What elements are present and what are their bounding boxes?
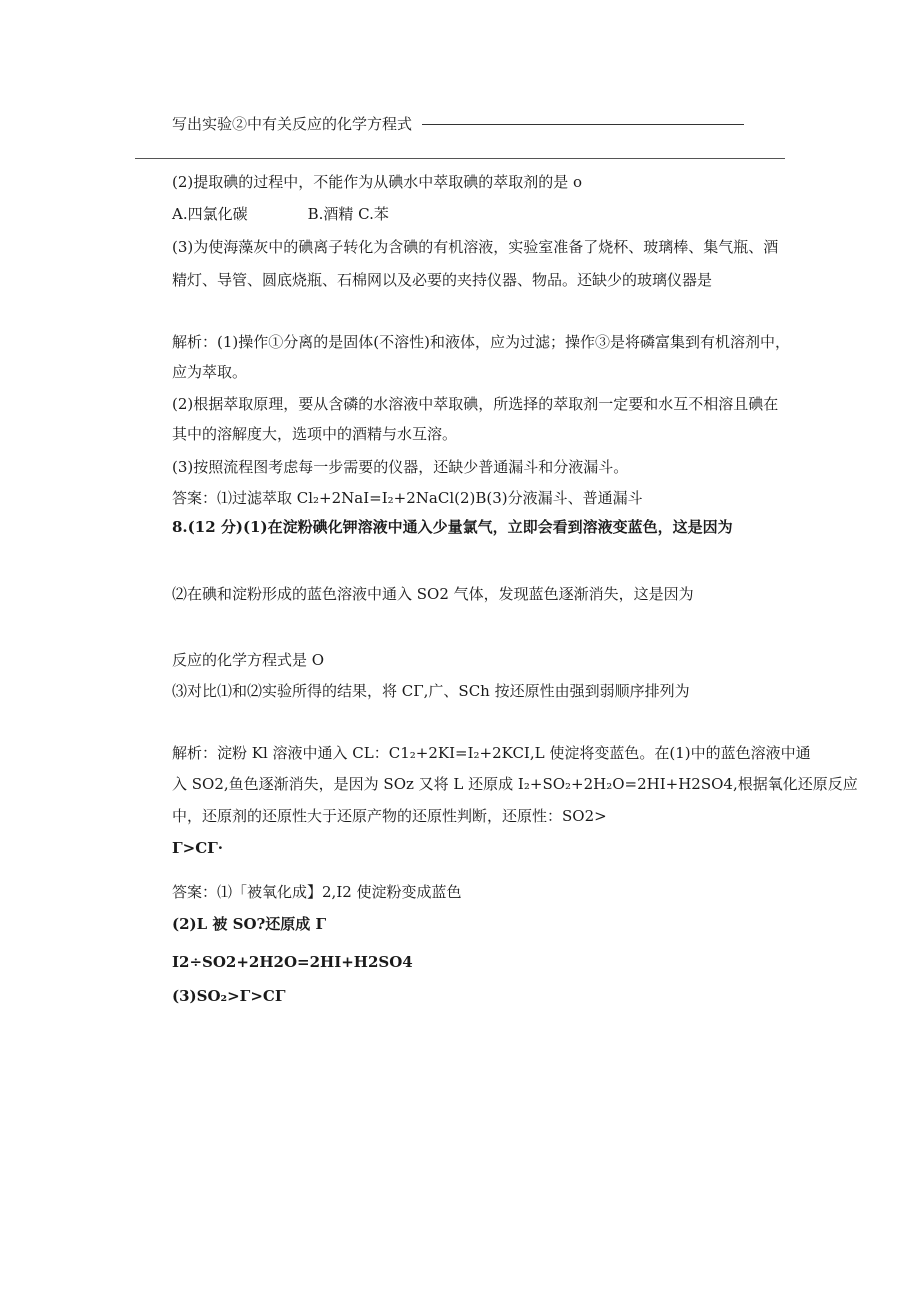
analysis-q8-line4: Γ>CΓ· (172, 839, 224, 857)
q8-part3: ⑶对比⑴和⑵实验所得的结果，将 CΓ,广、SCh 按还原性由强到弱顺序排列为 (172, 682, 690, 700)
analysis-2-line2: 其中的溶解度大，选项中的酒精与水互溶。 (172, 425, 458, 443)
analysis-q8-line2: 入 SO2,鱼色逐渐消失，是因为 SOz 又将 L 还原成 I₂+SO₂+2H₂O=2HI+H2SO4,根据氧化还原反应 (172, 775, 858, 793)
q8-part2: ⑵在碘和淀粉形成的蓝色溶液中通入 SO2 气体，发现蓝色逐渐消失，这是因为 (172, 585, 694, 603)
answer-q7: 答案：⑴过滤萃取 Cl₂+2NaI=I₂+2NaCl(2)B(3)分液漏斗、普通漏斗 (172, 489, 643, 507)
answer-q8-2: (2)L 被 SO?还原成 Γ (172, 915, 327, 933)
q2-options: A.四氯化碳 B.酒精 C.苯 (172, 205, 389, 223)
header-divider (135, 158, 785, 159)
q2-question: (2)提取碘的过程中，不能作为从碘水中萃取碘的萃取剂的是 o (172, 173, 583, 191)
analysis-1-line2: 应为萃取。 (172, 363, 248, 381)
analysis-q8-line1: 解析：淀粉 Kl 溶液中通入 CL：C1₂+2KI=I₂+2KCI,L 使淀将变蓝色。在(1)中的蓝色溶液中通 (172, 744, 811, 762)
answer-q8-1: 答案：⑴「被氧化成】2,I2 使淀粉变成蓝色 (172, 883, 462, 901)
analysis-2-line1: (2)根据萃取原理，要从含磷的水溶液中萃取碘，所选择的萃取剂一定要和水互不相溶且碘在 (172, 395, 779, 413)
analysis-3: (3)按照流程图考虑每一步需要的仪器，还缺少普通漏斗和分液漏斗。 (172, 458, 629, 476)
answer-blank-line (422, 124, 744, 125)
analysis-q8-line3: 中，还原剂的还原性大于还原产物的还原性判断，还原性：SO2> (172, 807, 607, 825)
q3-question-line1: (3)为使海藻灰中的碘离子转化为含碘的有机溶液，实验室准备了烧杯、玻璃棒、集气瓶、酒 (172, 238, 779, 256)
q-line-equation-prompt: 写出实验②中有关反应的化学方程式 (172, 115, 413, 133)
q8-part1: 8.(12 分)(1)在淀粉碘化钾溶液中通入少量氯气，立即会看到溶液变蓝色，这是因为 (172, 518, 733, 536)
q8-equation-prompt: 反应的化学方程式是 O (172, 651, 325, 669)
q3-question-line2: 精灯、导管、圆底烧瓶、石棉网以及必要的夹持仪器、物品。还缺少的玻璃仪器是 (172, 271, 713, 289)
analysis-1-line1: 解析：(1)操作①分离的是固体(不溶性)和液体，应为过滤；操作③是将磷富集到有机溶剂中， (172, 333, 790, 351)
answer-q8-3: (3)SO₂>Γ>CΓ (172, 987, 286, 1005)
answer-q8-2-equation: I2÷SO2+2H2O=2HI+H2SO4 (172, 953, 413, 971)
